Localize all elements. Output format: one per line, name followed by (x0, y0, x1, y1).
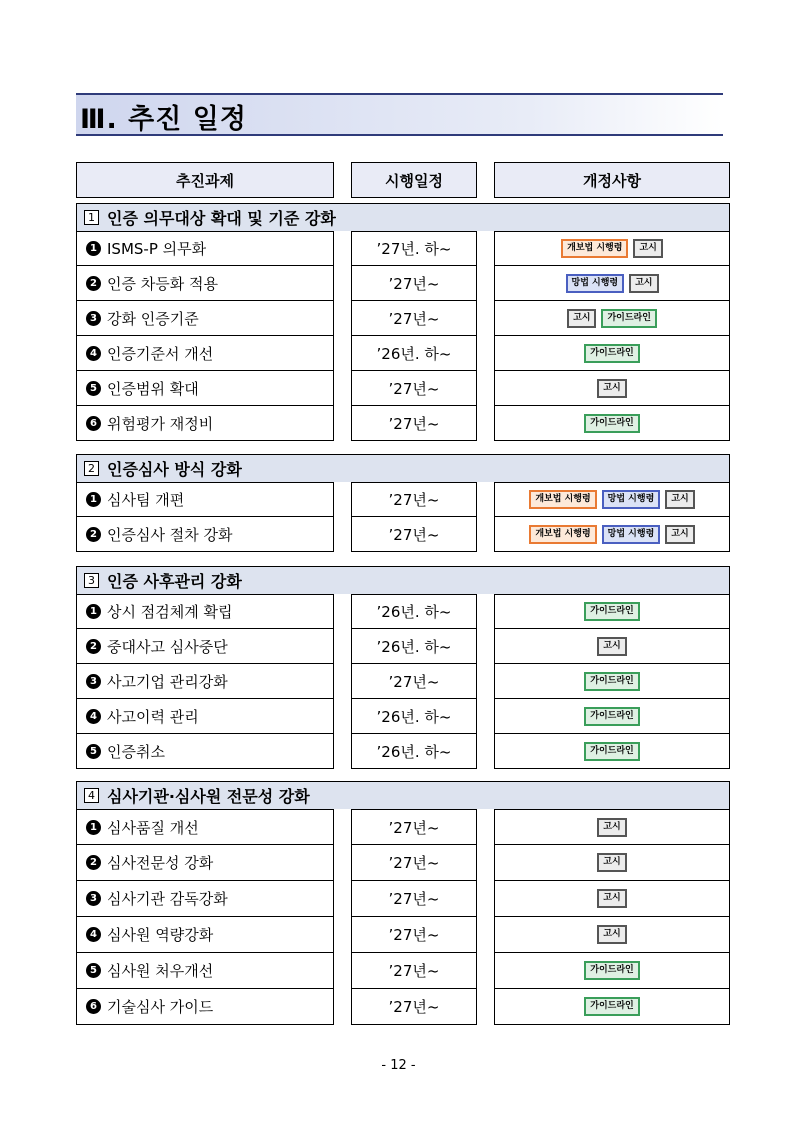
task-text: 위험평가 재정비 (107, 414, 214, 433)
task-cell (76, 845, 334, 881)
task-cell (76, 231, 334, 266)
change-tag: 개보법 시행령 (561, 239, 628, 258)
task-text: 기술심사 가이드 (107, 998, 214, 1016)
section-3 (76, 566, 730, 769)
item-number-badge: 3 (86, 674, 101, 689)
section-title (76, 781, 730, 809)
task-cell (76, 629, 334, 664)
task-text: 심사원 역량강화 (107, 926, 214, 944)
item-number-badge: 1 (86, 492, 101, 507)
task-text: 인증심사 절차 강화 (107, 525, 233, 544)
task-text: ISMS-P 의무화 (107, 240, 207, 258)
changes-cell (494, 917, 730, 953)
table-row (76, 734, 730, 769)
schedule-cell: ’26년. 하~ (351, 336, 477, 371)
changes-cell (494, 881, 730, 917)
change-tag: 가이드라인 (584, 961, 639, 980)
changes-cell (494, 734, 730, 769)
section-number-box: 4 (84, 788, 99, 803)
change-tag: 망법 시행령 (602, 490, 661, 509)
task-cell (76, 517, 334, 552)
schedule-cell: ’26년. 하~ (351, 734, 477, 769)
schedule-cell: ’27년~ (351, 845, 477, 881)
changes-cell (494, 989, 730, 1025)
change-tag: 고시 (597, 637, 626, 656)
change-tag: 가이드라인 (584, 997, 639, 1016)
change-tag: 가이드라인 (601, 309, 656, 328)
changes-cell (494, 336, 730, 371)
task-cell (76, 301, 334, 336)
task-cell (76, 881, 334, 917)
change-tag: 고시 (633, 239, 662, 258)
schedule-cell: ’27년~ (351, 406, 477, 441)
task-cell (76, 953, 334, 989)
table-row (76, 809, 730, 845)
task-text: 심사팀 개편 (107, 491, 185, 509)
page-number: - 12 - (381, 1058, 416, 1073)
schedule-cell: ’26년. 하~ (351, 699, 477, 734)
changes-cell (494, 371, 730, 406)
changes-cell (494, 664, 730, 699)
schedule-cell: ’26년. 하~ (351, 594, 477, 629)
change-tag: 고시 (597, 889, 626, 908)
item-number-badge: 6 (86, 416, 101, 431)
task-text: 심사원 처우개선 (107, 962, 214, 980)
section-title-text: 인증 사후관리 강화 (107, 572, 242, 591)
item-number-badge: 3 (86, 891, 101, 906)
change-tag: 가이드라인 (584, 414, 639, 433)
task-text: 사고기업 관리강화 (107, 672, 228, 691)
item-number-badge: 2 (86, 639, 101, 654)
table-row (76, 301, 730, 336)
table-row (76, 845, 730, 881)
task-text: 인증기준서 개선 (107, 344, 214, 363)
table-row (76, 371, 730, 406)
schedule-cell: ’27년~ (351, 371, 477, 406)
item-number-badge: 1 (86, 241, 101, 256)
task-cell (76, 371, 334, 406)
item-number-badge: 2 (86, 276, 101, 291)
schedule-cell: ’27년~ (351, 517, 477, 552)
change-tag: 고시 (665, 490, 694, 509)
task-cell (76, 664, 334, 699)
table-row (76, 406, 730, 441)
schedule-cell: ’27년~ (351, 301, 477, 336)
change-tag: 망법 시행령 (566, 274, 625, 293)
changes-cell (494, 845, 730, 881)
schedule-cell: ’27년~ (351, 881, 477, 917)
changes-cell (494, 301, 730, 336)
page-title: Ⅲ. 추진 일정 (80, 104, 247, 135)
task-cell (76, 594, 334, 629)
item-number-badge: 1 (86, 820, 101, 835)
task-text: 심사품질 개선 (107, 818, 199, 837)
task-text: 심사기관 감독강화 (107, 890, 228, 908)
table-row (76, 917, 730, 953)
table-row (76, 989, 730, 1025)
section-number-box: 2 (84, 461, 99, 476)
item-number-badge: 2 (86, 855, 101, 870)
item-number-badge: 1 (86, 604, 101, 619)
section-title-text: 인증 의무대상 확대 및 기준 강화 (107, 209, 336, 228)
header-task: 추진과제 (76, 162, 334, 198)
section-title-text: 심사기관·심사원 전문성 강화 (107, 787, 310, 806)
change-tag: 고시 (597, 379, 626, 398)
header-changes: 개정사항 (494, 162, 730, 198)
task-text: 상시 점검체계 확립 (107, 603, 233, 621)
task-text: 사고이력 관리 (107, 707, 199, 726)
task-cell (76, 482, 334, 517)
changes-cell (494, 266, 730, 301)
task-text: 인증범위 확대 (107, 379, 199, 398)
change-tag: 고시 (597, 925, 626, 944)
section-title-text: 인증심사 방식 강화 (107, 460, 242, 479)
table-row (76, 482, 730, 517)
section-number-box: 3 (84, 573, 99, 588)
schedule-cell: ’27년~ (351, 917, 477, 953)
item-number-badge: 5 (86, 963, 101, 978)
task-cell (76, 266, 334, 301)
changes-cell (494, 482, 730, 517)
task-cell (76, 989, 334, 1025)
section-2 (76, 454, 730, 552)
section-title (76, 566, 730, 594)
section-title (76, 203, 730, 231)
item-number-badge: 4 (86, 346, 101, 361)
task-cell (76, 917, 334, 953)
header-schedule: 시행일정 (351, 162, 477, 198)
changes-cell (494, 953, 730, 989)
task-text: 강화 인증기준 (107, 309, 199, 328)
table-row (76, 517, 730, 552)
change-tag: 고시 (629, 274, 658, 293)
change-tag: 고시 (597, 818, 626, 837)
schedule-cell: ’26년. 하~ (351, 629, 477, 664)
schedule-cell: ’27년~ (351, 266, 477, 301)
changes-cell (494, 517, 730, 552)
item-number-badge: 5 (86, 381, 101, 396)
change-tag: 고시 (597, 853, 626, 872)
change-tag: 고시 (665, 525, 694, 544)
change-tag: 망법 시행령 (602, 525, 661, 544)
change-tag: 가이드라인 (584, 742, 639, 761)
item-number-badge: 4 (86, 927, 101, 942)
change-tag: 가이드라인 (584, 344, 639, 363)
task-text: 심사전문성 강화 (107, 854, 214, 872)
task-cell (76, 809, 334, 845)
schedule-cell: ’27년~ (351, 664, 477, 699)
schedule-cell: ’27년~ (351, 809, 477, 845)
changes-cell (494, 406, 730, 441)
task-text: 중대사고 심사중단 (107, 637, 228, 656)
table-row (76, 629, 730, 664)
change-tag: 가이드라인 (584, 602, 639, 621)
item-number-badge: 2 (86, 527, 101, 542)
task-text: 인증취소 (107, 742, 165, 761)
table-row (76, 664, 730, 699)
section-title (76, 454, 730, 482)
item-number-badge: 4 (86, 709, 101, 724)
change-tag: 개보법 시행령 (529, 525, 596, 544)
change-tag: 가이드라인 (584, 707, 639, 726)
item-number-badge: 6 (86, 999, 101, 1014)
task-cell (76, 406, 334, 441)
changes-cell (494, 231, 730, 266)
item-number-badge: 5 (86, 744, 101, 759)
schedule-cell: ’27년~ (351, 989, 477, 1025)
changes-cell (494, 629, 730, 664)
schedule-cell: ’27년~ (351, 482, 477, 517)
changes-cell (494, 594, 730, 629)
section-number-box: 1 (84, 210, 99, 225)
change-tag: 고시 (567, 309, 596, 328)
table-row (76, 699, 730, 734)
change-tag: 가이드라인 (584, 672, 639, 691)
table-row (76, 881, 730, 917)
task-cell (76, 336, 334, 371)
table-row (76, 231, 730, 266)
task-text: 인증 차등화 적용 (107, 274, 218, 293)
table-row (76, 336, 730, 371)
table-row (76, 266, 730, 301)
section-4 (76, 781, 730, 1025)
table-row (76, 953, 730, 989)
table-row (76, 594, 730, 629)
change-tag: 개보법 시행령 (529, 490, 596, 509)
item-number-badge: 3 (86, 311, 101, 326)
task-cell (76, 699, 334, 734)
schedule-cell: ’27년. 하~ (351, 231, 477, 266)
changes-cell (494, 809, 730, 845)
task-cell (76, 734, 334, 769)
section-1 (76, 203, 730, 441)
schedule-cell: ’27년~ (351, 953, 477, 989)
changes-cell (494, 699, 730, 734)
